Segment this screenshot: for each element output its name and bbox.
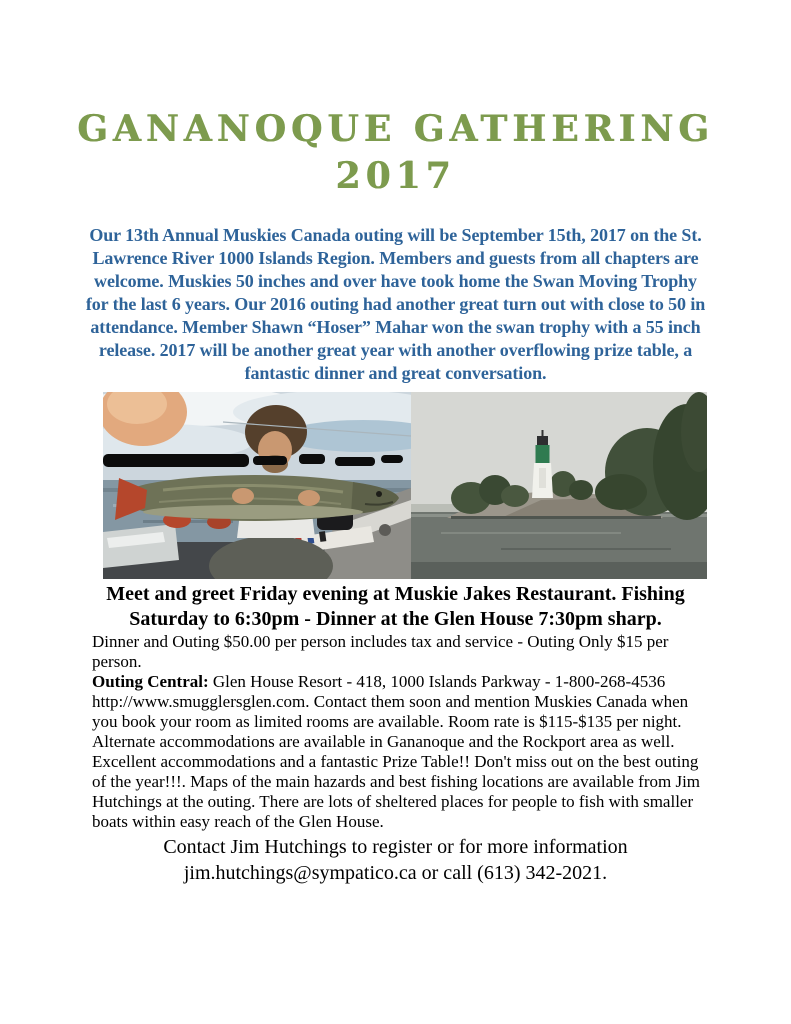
- intro-paragraph: Our 13th Annual Muskies Canada outing will be September 15th, 2017 on the St. Lawrence River 1000 Islands Region. Members and guests from all chapters are welcome. Muskies 50 inches and over have took home the Swan Moving Trophy for the last 6 years. Our 2016 outing had another great turn out with close to 50 in attendance. Member Shawn “Hoser” Mahar won the swan trophy with a 55 inch release. 2017 will be another great year with another overflowing prize table, a fantastic dinner and great conversation.: [85, 225, 706, 383]
- contact-block: [66, 834, 726, 886]
- lighthouse-island-photo: [411, 392, 707, 579]
- outing-central-label: Outing Central:: [92, 672, 209, 691]
- page-title: [0, 0, 791, 200]
- prize-table-paragraph: Excellent accommodations and a fantastic Prize Table!! Don't miss out on the best outing of the year!!!. Maps of the main hazards and best fishing locations are available from Jim Hutchings at the outing. There are lots of sheltered places for people to fish with smaller boats within easy reach of the Glen House.: [92, 752, 701, 831]
- angler-holding-muskie-photo: [103, 392, 411, 579]
- page-title-line2: 2017: [335, 155, 456, 197]
- outing-central-text: Glen House Resort - 418, 1000 Islands Parkway - 1-800-268-4536 http://www.smugglersglen.com. Contact them soon and mention Muskies Canada when you book your room as limited rooms are available. Room rate is $115-$135 per night. Alternate accommodations are available in Gananoque and the Rockport area as well.: [92, 672, 689, 751]
- pricing-text: Dinner and Outing $50.00 per person includes tax and service - Outing Only $15 per person.: [92, 632, 669, 671]
- meet-and-greet-text: Meet and greet Friday evening at Muskie Jakes Restaurant. Fishing Saturday to 6:30pm - Dinner at the Glen House 7:30pm sharp.: [106, 583, 685, 630]
- contact-line1: Contact Jim Hutchings to register or for more information: [163, 836, 628, 858]
- photo-strip: [103, 392, 707, 579]
- contact-line2: jim.hutchings@sympatico.ca or call (613) 342-2021.: [183, 862, 608, 884]
- outing-central-paragraph: [92, 672, 706, 752]
- page-title-line1: GANANOQUE GATHERING: [77, 108, 714, 150]
